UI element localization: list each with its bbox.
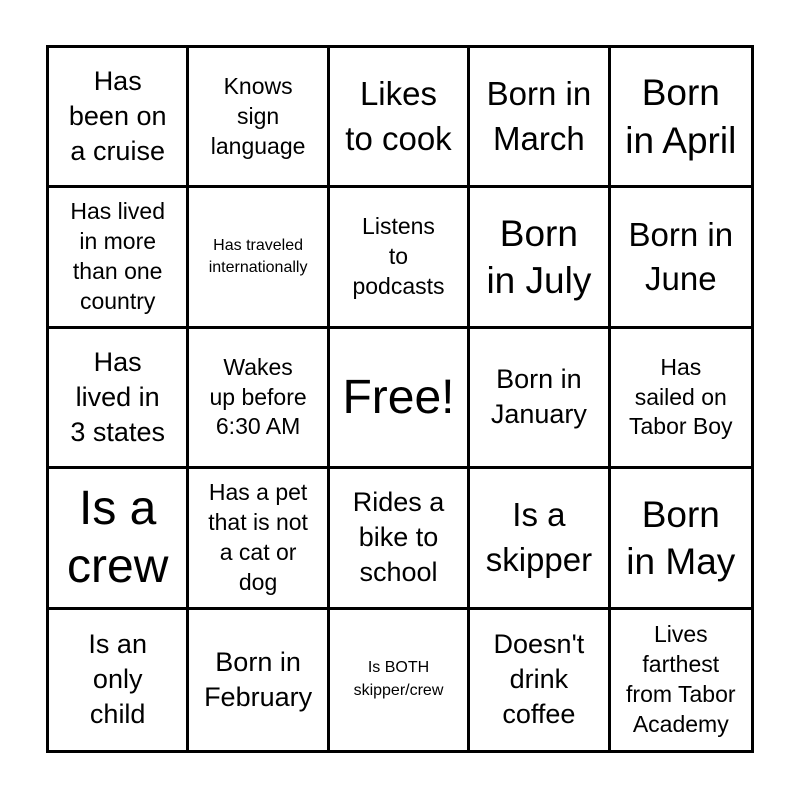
square-label: Born in June bbox=[628, 215, 734, 298]
bingo-square[interactable] bbox=[470, 188, 610, 328]
bingo-square[interactable] bbox=[611, 48, 751, 188]
square-label: Doesn't drink coffee bbox=[493, 629, 585, 730]
bingo-square[interactable] bbox=[189, 329, 329, 469]
square-label: Lives farthest from Tabor Academy bbox=[626, 621, 736, 737]
bingo-square[interactable] bbox=[611, 610, 751, 750]
square-label: Is an only child bbox=[88, 629, 147, 730]
square-label: Has sailed on Tabor Boy bbox=[629, 353, 733, 440]
square-label: Born in May bbox=[626, 493, 736, 582]
bingo-square[interactable] bbox=[330, 188, 470, 328]
bingo-square[interactable] bbox=[189, 188, 329, 328]
free-square[interactable] bbox=[330, 329, 470, 469]
square-label: Has a pet that is not a cat or dog bbox=[208, 479, 308, 595]
bingo-square[interactable] bbox=[611, 469, 751, 609]
square-label: Born in July bbox=[486, 212, 592, 302]
bingo-square[interactable] bbox=[330, 610, 470, 750]
square-label: Born in April bbox=[625, 72, 737, 161]
bingo-square[interactable] bbox=[330, 469, 470, 609]
square-label: Knows sign language bbox=[210, 72, 306, 159]
square-label: Free! bbox=[342, 370, 455, 424]
bingo-square[interactable] bbox=[470, 469, 610, 609]
bingo-square[interactable] bbox=[470, 610, 610, 750]
square-label: Born in March bbox=[486, 75, 592, 157]
square-label: Wakes up before 6:30 AM bbox=[209, 353, 307, 440]
square-label: Is BOTH skipper/crew bbox=[353, 659, 444, 699]
bingo-square[interactable] bbox=[330, 48, 470, 188]
bingo-square[interactable] bbox=[611, 329, 751, 469]
square-label: Has lived in more than one country bbox=[70, 198, 165, 314]
bingo-square[interactable] bbox=[470, 329, 610, 469]
bingo-square[interactable] bbox=[470, 48, 610, 188]
bingo-square[interactable] bbox=[189, 610, 329, 750]
square-label: Rides a bike to school bbox=[352, 487, 445, 588]
square-label: Is a crew bbox=[67, 482, 169, 593]
bingo-square[interactable] bbox=[49, 469, 189, 609]
bingo-card bbox=[46, 45, 754, 753]
bingo-square[interactable] bbox=[49, 610, 189, 750]
square-label: Listens to podcasts bbox=[352, 213, 445, 300]
bingo-square[interactable] bbox=[49, 48, 189, 188]
bingo-square[interactable] bbox=[611, 188, 751, 328]
square-label: Likes to cook bbox=[345, 75, 452, 157]
square-label: Has traveled internationally bbox=[208, 236, 308, 277]
bingo-square[interactable] bbox=[189, 48, 329, 188]
square-label: Born in January bbox=[490, 364, 587, 430]
square-label: Has lived in 3 states bbox=[70, 346, 165, 448]
bingo-square[interactable] bbox=[189, 469, 329, 609]
bingo-square[interactable] bbox=[49, 329, 189, 469]
square-label: Born in February bbox=[204, 646, 313, 712]
bingo-square[interactable] bbox=[49, 188, 189, 328]
square-label: Is a skipper bbox=[485, 496, 593, 578]
square-label: Has been on a cruise bbox=[68, 66, 167, 167]
